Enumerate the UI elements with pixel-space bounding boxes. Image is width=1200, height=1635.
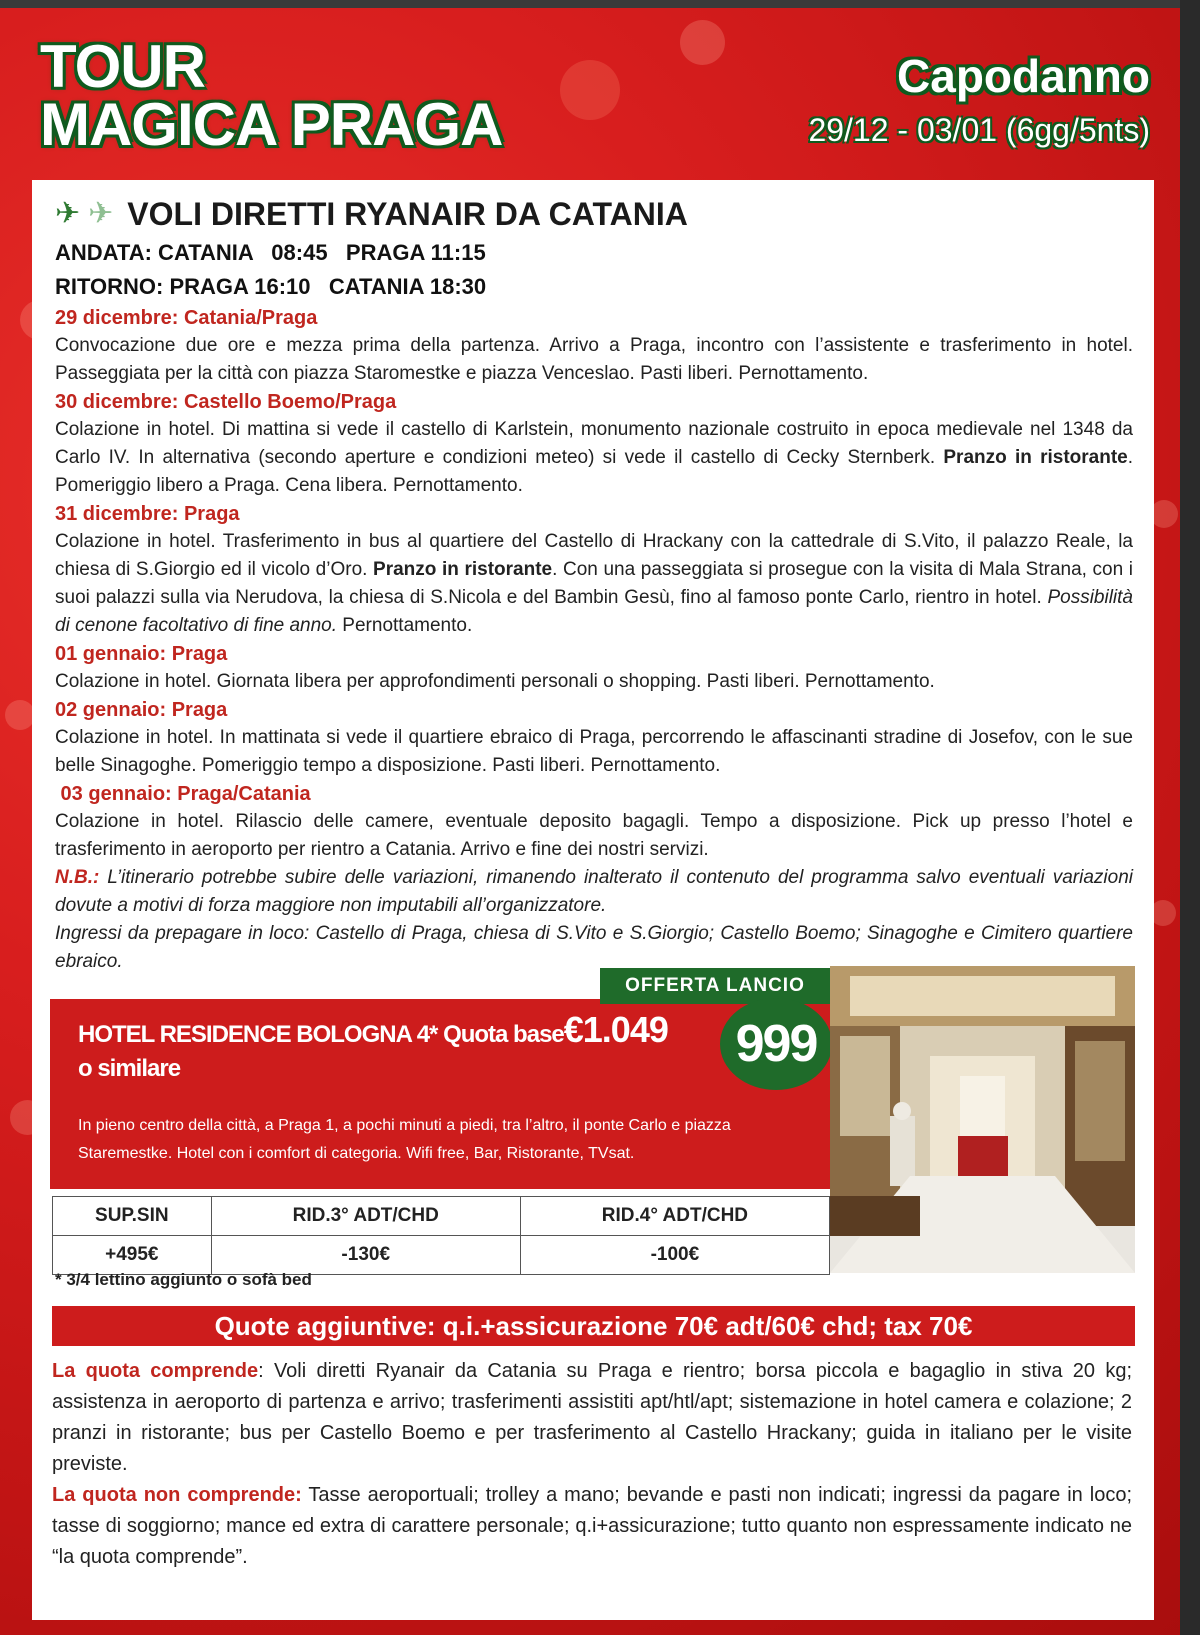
- table-row: [53, 1197, 830, 1236]
- day-text-italic: Possibilità di cenone facoltativo di fine anno.: [55, 587, 1133, 636]
- excludes-paragraph: [52, 1480, 1132, 1573]
- tour-title: [40, 33, 503, 158]
- day-description: [55, 808, 1133, 864]
- table-footnote: * 3/4 lettino aggiunto o sofà bed: [55, 1270, 312, 1289]
- day-description: [55, 416, 1133, 500]
- day-title: 29 dicembre: Catania/Praga: [55, 307, 318, 329]
- outbound-flight: ANDATA: CATANIA 08:45 PRAGA 11:15: [55, 240, 486, 265]
- day-description: [55, 332, 1133, 388]
- table-header: RID.3° ADT/CHD: [211, 1197, 520, 1236]
- event-dates: 29/12 - 03/01 (6gg/5nts): [808, 112, 1150, 148]
- table-row: [53, 1236, 830, 1275]
- itinerary-content: [55, 192, 1133, 976]
- hotel-name: HOTEL RESIDENCE BOLOGNA 4*: [78, 1021, 438, 1048]
- ingressi-note: Ingressi da prepagare in loco: Castello di Praga, chiesa di S.Vito e S.Giorgio; Castello Boemo; Sinagoghe e Cimitero quartiere ebraico.: [55, 923, 1133, 972]
- offer-tag: OFFERTA LANCIO: [600, 968, 830, 1004]
- includes-text: : Voli diretti Ryanair da Catania su Praga e rientro; borsa piccola e bagaglio in stiva 20 kg; assistenza in aeroporto di partenza e arrivo; trasferimenti assistiti apt/htl/apt; sistemazione in hotel camera e colazione; 2 pranzi in ristorante; bus per Castello Boemo e per trasferimento al Castello Hrackany; guida in italiano per le visite previste.: [52, 1360, 1132, 1475]
- includes-paragraph: [52, 1356, 1132, 1480]
- table-header: RID.4° ADT/CHD: [520, 1197, 829, 1236]
- hotel-photo: [830, 966, 1135, 1273]
- day-title: 30 dicembre: Castello Boemo/Praga: [55, 391, 397, 413]
- day-text: . Pomeriggio libero a Praga. Cena libera. Pernottamento.: [55, 447, 1133, 496]
- flights-title: VOLI DIRETTI RYANAIR DA CATANIA: [127, 196, 688, 232]
- supplements-table: [52, 1196, 830, 1275]
- right-edge: [1180, 0, 1200, 1635]
- table-header: SUP.SIN: [53, 1197, 212, 1236]
- nb-note: [55, 864, 1133, 920]
- excludes-text: Tasse aeroportuali; trolley a mano; bevande e pasti non indicati; ingressi da pagare in loco; tasse di soggiorno; mance ed extra di carattere personale; q.i+assicurazione; tutto quanto non espressamente indicato ne “la quota comprende”.: [52, 1484, 1132, 1568]
- day-title: 31 dicembre: Praga: [55, 503, 240, 525]
- nb-label: N.B.:: [55, 867, 100, 888]
- top-edge: [0, 0, 1200, 8]
- day-description: [55, 668, 1133, 696]
- day-block: [55, 500, 1133, 640]
- day-block: [55, 388, 1133, 500]
- day-title: 01 gennaio: Praga: [55, 643, 228, 665]
- day-text-bold: Pranzo in ristorante: [943, 447, 1128, 468]
- table-cell: -100€: [520, 1236, 829, 1275]
- return-flight: RITORNO: PRAGA 16:10 CATANIA 18:30: [55, 274, 487, 299]
- day-block: [55, 304, 1133, 388]
- hotel-lobby-image: [830, 966, 1135, 1273]
- airplane-icon: ✈: [88, 197, 114, 230]
- day-text: Colazione in hotel. In mattinata si vede il quartiere ebraico di Praga, percorrendo le affascinanti stradine di Josefov, con le sue belle Sinagoghe. Pomeriggio tempo a disposizione. Pasti liberi. Pernottamento.: [55, 727, 1133, 776]
- quota-label: Quota base: [443, 1021, 564, 1048]
- day-block: [55, 696, 1133, 780]
- table-cell: +495€: [53, 1236, 212, 1275]
- hotel-description: In pieno centro della città, a Praga 1, a pochi minuti a piedi, tra l’altro, il ponte Carlo e piazza Staremestke. Hotel con i comfort di categoria. Wifi free, Bar, Ristorante, TVsat.: [78, 1117, 731, 1162]
- day-text-bold: Pranzo in ristorante: [373, 559, 553, 580]
- airplane-icon: ✈: [55, 197, 81, 230]
- offer-price: 999: [720, 998, 832, 1090]
- day-block: [55, 640, 1133, 696]
- table-cell: -130€: [211, 1236, 520, 1275]
- day-text: Colazione in hotel. Giornata libera per approfondimenti personali o shopping. Pasti liberi. Pernottamento.: [55, 671, 935, 692]
- extra-quotes-bar: Quote aggiuntive: q.i.+assicurazione 70€ adt/60€ chd; tax 70€: [52, 1306, 1135, 1346]
- hotel-similar: o similare: [78, 1055, 181, 1082]
- event-header: [808, 50, 1150, 152]
- tour-title-line1: TOUR: [40, 33, 205, 100]
- hotel-title: [78, 1009, 668, 1086]
- old-price: €1.049: [563, 1009, 668, 1050]
- day-text: Convocazione due ore e mezza prima della partenza. Arrivo a Praga, incontro con l’assistente e trasferimento in hotel. Passeggiata per la città con piazza Staromestke e piazza Venceslao. Pasti liberi. Pernottamento.: [55, 335, 1133, 384]
- day-text: Pernottamento.: [337, 615, 473, 636]
- day-description: [55, 724, 1133, 780]
- day-text: Colazione in hotel. Trasferimento in bus al quartiere del Castello di Hrackany con la cattedrale di S.Vito, il palazzo Reale, la chiesa di S.Giorgio ed il vicolo d’Oro.: [55, 531, 1133, 580]
- flights-heading: [55, 192, 1133, 236]
- tour-title-line2: MAGICA PRAGA: [40, 91, 503, 158]
- day-text: Colazione in hotel. Di mattina si vede il castello di Karlstein, monumento nazionale costruito in epoca medievale nel 1348 da Carlo IV. In alternativa (secondo aperture e condizioni meteo) si vede il castello di Cecky Sternberk.: [55, 419, 1133, 468]
- day-title: 02 gennaio: Praga: [55, 699, 228, 721]
- day-text: . Con una passeggiata si prosegue con la visita di Mala Strana, con i suoi palazzi sulla via Nerudova, la chiesa di S.Nicola e del Bambin Gesù, fino al famoso ponte Carlo, rientro in hotel.: [55, 559, 1133, 608]
- excludes-label: La quota non comprende:: [52, 1484, 302, 1506]
- includes-label: La quota comprende: [52, 1360, 259, 1382]
- nb-text: L’itinerario potrebbe subire delle variazioni, rimanendo inalterato il contenuto del programma salvo eventuali variazioni dovute a motivi di forza maggiore non imputabili all’organizzatore.: [55, 867, 1133, 916]
- includes-section: [52, 1356, 1132, 1573]
- day-block: [55, 780, 1133, 864]
- day-title: 03 gennaio: Praga/Catania: [55, 783, 311, 805]
- event-name: Capodanno: [897, 50, 1150, 102]
- day-text: Colazione in hotel. Rilascio delle camere, eventuale deposito bagagli. Tempo a disposizione. Pick up presso l’hotel e trasferimento in aeroporto per rientro a Catania. Arrivo e fine dei nostri servizi.: [55, 811, 1133, 860]
- day-description: [55, 528, 1133, 640]
